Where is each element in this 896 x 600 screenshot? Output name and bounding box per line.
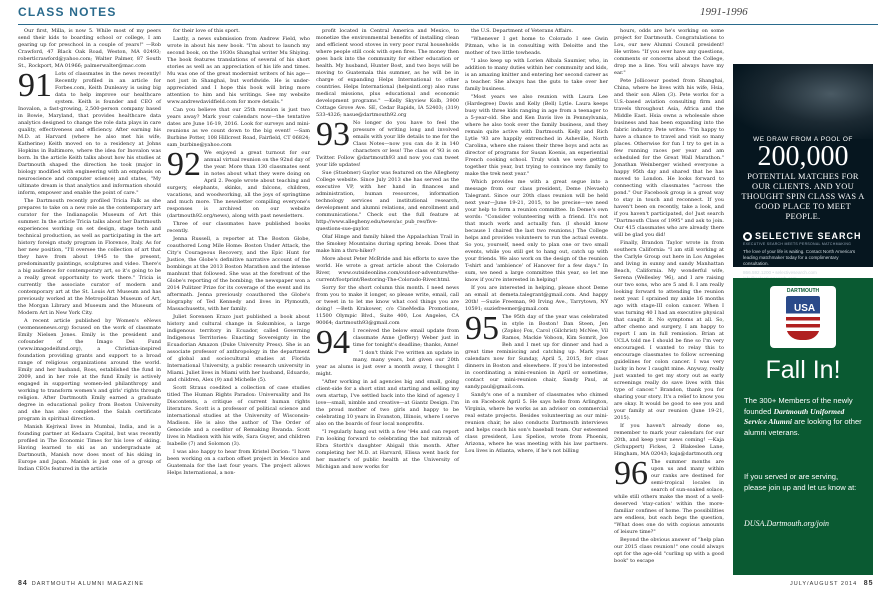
column-3 bbox=[316, 28, 459, 472]
note-paragraph: Finally, Brandon Taylor wrote in from southern California: "I am still working at the Carlyle Group out here in Los Angeles and living in sunny and sandy Manhattan Beach, California. My wonderful wife, Serena (Wellesley '96), and I are raising our two sons, who are 5 and 8. I am really looking forward to attending the reunion next year. I sprained my ankle 16 months ago with stage-III colon cancer. When I was turning 40 I had an executive physical that caught it. No symptoms at all. So, after chemo and surgery, I am happy to report I am in full remission. Brian at UCLA told me I should be fine so I'm very encouraged. I wanted to relay this to encourage classmates to follow screening guidelines for colon cancer. I was very lucky in how I caught mine. Anyway, really just wanted to get my story out as early screenings really do save lives with this type of cancer." Brandon, thank you for sharing your story. It's a relief to know you are okay. It would be good to see you and your family at our reunion (June 19-21, 2015). bbox=[614, 240, 724, 421]
section-title: CLASS NOTES bbox=[18, 5, 117, 19]
note-paragraph: Olaf Hinge and family hiked the Appalachian Trail in the Smokey Mountains during spring break. Does that make him a thru-hiker? bbox=[316, 234, 459, 254]
magazine-name: DARTMOUTH ALUMNI MAGAZINE bbox=[31, 581, 145, 587]
year-marker-94: 94 bbox=[316, 324, 350, 361]
note-paragraph: A recent article published by Women's eNews (womensenews.org) focused on the work of classmate Emily Nielsen Jones. Emily is the president and cofounder of the Imago Dei Fund (www.imagodeifund.org), a Christian-inspired foundation providing grants and support to a broad range of religious organizations around the world. Emily and her husband, Ross, established the fund in 2009, and in her role at the fund Emily is actively engaged in supporting women-led philanthropy and working to transform women's and girls' rights through religion. After Dartmouth Emily earned a graduate degree in educational policy from Boston University and she has also completed the Salah certificate program in spiritual direction. bbox=[18, 318, 161, 422]
year-marker-93: 93 bbox=[316, 116, 350, 153]
crest-mark: USA bbox=[794, 303, 816, 314]
ad-lead-line: WE DRAW FROM A POOL OF bbox=[753, 136, 853, 143]
ad-body-org: Dartmouth Uniformed Service Alumni bbox=[744, 406, 845, 427]
issue-date: JULY/AUGUST 2014 bbox=[790, 581, 858, 587]
brand-tagline: EXECUTIVE SEARCH MEETS PERSONAL MATCHMAKING bbox=[743, 242, 852, 246]
note-paragraph: for their love of this sport. bbox=[173, 28, 240, 34]
ad-body bbox=[744, 396, 862, 438]
year-marker-92: 92 bbox=[167, 146, 201, 183]
brand-name: SELECTIVE SEARCH bbox=[755, 231, 862, 241]
portrait-image bbox=[733, 64, 873, 139]
ad-headline: Fall In! bbox=[765, 356, 841, 384]
note-paragraph: The 95th day of the year was celebrated in style in Boston! Dan Steen, Jen (Zopko) Fox, Carol (Gilchrist) McNee, Vil Ramos, Mackie Voboon, Kim Somrit, Joe Beh and I met up for dinner and had a great time reminiscing and catching up. Mark your calendars now for Sunday, April 5, 2015, for class dinners in Boston and elsewhere. If you'd be interested in coordinating a mini-reunion in April or sometime, contact our mini-reunion chair, Sandy Paul, at sandy.paul@gmail.com. bbox=[465, 314, 608, 390]
column-5 bbox=[614, 28, 724, 566]
note-paragraph: We enjoyed a great turnout for our annual virtual reunion on the 92nd day of the year. More than 130 classmates sent in notes about what they were doing on April 2. People wrote about teaching and surgery, elephants, skinks, and falcons, children, vacations, and woodworking, all the joys of springtime and much more. The newsletter compiling everyone's responses is archived on our website (dartmouth92.org/news), along with past newsletters. bbox=[167, 150, 310, 219]
note-paragraph: profit located in Central America and Mexico, to monetize the environmental benefits of installing clean and efficient wood stoves in very poor rural households where people still cook with open fires. The money then goes back into the community for either education or health. My husband, Hunter Bost, and two boys will be moving to Guatemala this summer, as he will be in charge of expanding Helps International to other countries. Helps International (helpsintl.org) also runs medical missions, plus educational and economic development programs." —Kelly Skyview Kolb, 3900 Cottage Grove Ave. SE, Cedar Rapids, IA 52403; (319) 533-4326; nasue@dartmouth92.org bbox=[316, 28, 459, 118]
dusa-crest bbox=[770, 286, 836, 348]
ad-body-pre: The 300+ Members of the newly founded bbox=[744, 396, 853, 416]
note-paragraph: "I also keep up with Lorien Albala Saumier, who, in addition to many duties within her community and kids, is an amazing knitter and entering her second career as a teacher. She always has the guts to take over her family business. bbox=[465, 58, 608, 92]
note-paragraph: The Dartmouth recently profiled Tricia Falk as she prepares to take on a new role as the contemporary art curator for the Indianapolis Museum of Art this summer. In the article Tricia talks about her Dartmouth experiences working on set design, stage tech and technical production, as well as participating in the art history foreign study program in Florence, Italy. As for her new position, "I'll oversee the collection of art that they have from about 1945 to the present, predominantly paintings, sculptures and video. There's a big audience for contemporary art, so it's going to be a really great opportunity to work there." Tricia is currently the associate curator of modern and contemporary art at the St. Louis Art Museum and has previously worked at the Metropolitan Museum of Art, the Morgan Library and Museum and the Museum of Modern Art in New York City. bbox=[18, 198, 161, 316]
note-paragraph: Pete Jollicoeur posted from Shanghai, China, where he lives with his wife, Hsia, and their son Allen (3). Pete works for a U.S.-based aviation consulting firm and travels throughout Asia, Africa and the Middle East. Hsia owns a wholesale shoe business and has been expanding into the fabric industry. Pete writes: "I'm happy to have a chance to travel and visit so many places. Otherwise for fun I try to get in a few running races per year and am scheduled for the Great Wall Marathon." Jonathan Weinberger wished everyone a happy 95th day and shared that he has moved to London. He looks forward to connecting with classmates "across the pond." Our Facebook group is a great way to stay in touch and reconnect. If you haven't been on recently, take a look, and if you haven't participated, do! Just search "Dartmouth Class of 1995" and ask to join. Our 415 classmates who are already there will be glad you did! bbox=[614, 78, 724, 238]
year-marker-96: 96 bbox=[614, 455, 648, 492]
note-paragraph: No longer do you have to feel the pressure of writing long and involved emails with your life details to me for the Class Notes—now you can do it in 140 characters or less! The class of '93 is on Twitter. Follow @dartmouth93 and now you can tweet your life updates! bbox=[316, 120, 459, 168]
year-marker-95: 95 bbox=[465, 310, 499, 347]
note-paragraph: "Most years we also reunion with Laura Lee (Hardegree) Davis and Kelly (Bell) Lytle. Laura keeps busy with three kids ranging in age from a teenager to a 5-year-old. She and Ken Davis live in Pennsylvania, where he also took over the family business, and they remain quite active with Dartmouth. Kelly and Rich Lytle '93 are happily entrenched in Asheville, North Carolina, where she raises their three boys and acts as director of programs for Susan Koenis, an experiential French cooking school. Truly wish we were getting together this year, but trying to convince my family to make the trek next year." bbox=[465, 94, 608, 177]
note-paragraph: Sandy's one of a number of classmates who chimed in on Facebook April 5. He says hello from Arlington, Virginia, where he works as an advisor on commercial real estate projects. Besides volunteering as our mini-reunion chair, he also conducts Dartmouth interviews and helps coach his son's baseball team. Our esteemed class president, Lou Spelios, wrote from Phoenix, Arizona, where he was meeting with his law partners. Lou lives in Atlanta, where, if he's not billing bbox=[465, 392, 608, 454]
ad-contact[interactable]: 866.592.1200 • selectivesearch.com bbox=[743, 270, 817, 275]
column-2 bbox=[167, 28, 310, 478]
note-paragraph: Beyond the obvious answer of "help plan our 2015 class reunion!" one could always opt for the age-old "curling up with a good book" to escape bbox=[614, 537, 724, 564]
note-paragraph: Juliet Sorensen Erazo just published a book about history and cultural change in Sukumbios, a large indigenous territory in Ecuador, called Governing Indigenous Territories: Enacting Sovereignty in the Ecuadorian Amazon (Duke University Press). She is an associate professor of anthropology in the department of global and sociocultural studies at Florida International University, a public research university in Miami. Juliet lives in Miami with her husband, Eduardo, and children, Alex (9) and Michelle (5). bbox=[167, 314, 310, 383]
class-years: 1991-1996 bbox=[700, 6, 748, 18]
year-marker-91: 91 bbox=[18, 67, 52, 104]
ad-url-link[interactable]: DUSA.Dartmouth.org/join bbox=[744, 519, 830, 528]
note-paragraph: "Whenever I get home to Colorado I see Gwin Pitman, who is in consulting with Deloitte and the mother of two little towheads. bbox=[465, 36, 608, 56]
note-paragraph: I was also happy to hear from Kristel Dorion: "I have been working on a carbon offset project in Mexico and Guatemala for the last four years. The project allows Helps International, a non- bbox=[167, 449, 310, 476]
note-paragraph: "I regularly hang out with a few '94s and can report I'm looking forward to celebrating the bat mitzvah of Ebra Storth's daughter Abigail this month. After completing her M.D. at Harvard, Elissa went back for her master's of public health at the University of Michigan and now works for bbox=[316, 429, 459, 470]
page-number-right: 85 bbox=[863, 580, 874, 587]
note-paragraph: "I don't think I've written an update in many, many years, but given our 20th year as alums is just over a month away, I thought I might. bbox=[316, 350, 459, 377]
column-1 bbox=[18, 28, 161, 474]
header-rule bbox=[18, 24, 878, 25]
note-paragraph: Lots of classmates in the news recently! Recently profiled in an article for Forbes.com, Keith Dunleavy is using big data to help improve our healthcare system. Keith is founder and CEO of Inovalon, a fast-growing, 2,500-person company based in Bowie, Maryland, that provides healthcare data analytics designed to change the role data plays in care quality, effectiveness and efficiency. After earning his M.D. at Harvard (where he also met his wife, Katherine) Keith moved on to a residency at Johns Hopkins in Baltimore, where the idea for Inovalon was born. In the article Keith talks about how his studies at Dartmouth shaped the direction he took (major in biology modified with engineering with an emphasis on neuroscience and computer science) and states, "My ultimate dream is that analytics and information should inform, empower and enable the point of care." bbox=[18, 71, 161, 196]
ad-big-number: 200,000 bbox=[757, 141, 849, 172]
crest-label: DARTMOUTH bbox=[786, 288, 820, 294]
note-paragraph: "After working in ad agencies big and small, going client-side for a short stint and starting and selling my own startup, I've settled back into the kind of agency I love—small, nimble and creative—at Giantz Design. I'm the proud mother of two girls and happy to be celebrating 10 years in Evanston, Illinois, where I serve also on the boards of four local nonprofits. bbox=[316, 379, 459, 427]
note-paragraph: Which provides me with a great segue into a message from our class president, Deme (Nevaeh) Talegrant. Since our 20th class reunion will be held next year—June 19-21, 2015, to be precise—we need your help to form a reunion committee. In Deme's own words: "Consider volunteering with a friend. It's not that much work and actually fun. (I should know because I chaired the last two reunions.) The College helps and provides volunteers to run the actual events. So you, yourself, need only to plan one or two small events, while you still get to hang out, catch up with your friends. We also work on the design of the reunion T-shirt and ‘ambience’ of Hanover for a few days." In sum, we need a large committee this year, so let me know if you're interested in helping! bbox=[465, 179, 608, 283]
note-paragraph: I received the below email update from classmate Anne (Jeffery) Weber just in time for tonight's deadline; thanks, Anne! bbox=[353, 328, 459, 348]
note-paragraph: Our first, Milla, is now 5. While most of my peers send their kids to boarding school or college, I am gearing up for preschool in a couple of years!" —Rob Crawford, 47 Black Oak Road, Weston, MA 02493; robertlcrawford@yahoo.com; Walter Palmer, 87 South St., Rockport, MA 01966; palmerwalter@mac.com bbox=[18, 28, 161, 69]
column-4 bbox=[465, 28, 608, 456]
ad-desc-text: The love of your life is waiting. Contact North America's leading matchmaker today for a complimentary consultation. bbox=[743, 249, 856, 266]
logo-circle-icon bbox=[743, 232, 752, 241]
note-paragraph: hours, odds are he's working on some project for Dartmouth. Congratulations to Lou, our new Alumni Council president! He writes: "If you ever have any questions, comments or concerns about the College, drop me a line. You will always have my ear." bbox=[614, 28, 724, 76]
note-paragraph: Scott Straus coedited a collection of case studies titled The Human Rights Paradox: Universality and Its Discontents, a critique of current human rights literature. Scott is a professor of political science and international studies at the University of Wisconsin-Madison. He is also the author of The Order of Genocide and a coeditor of Remaking Rwanda. Scott lives in Madison with his wife, Sara Guyer, and children Isabelle (7) and Solomon (3). bbox=[167, 385, 310, 447]
ad-body-2: If you served or are serving, please join up and let us know at: bbox=[744, 472, 857, 492]
note-paragraph: The summer months are upon us and many within our ranks are destined for semi-tropical locales in search of sun-soaked solace, while still others make the most of a well-deserved 'stay-cation' within the more-familiar confines of home. The possibilities are endless, but each begs the question, "What does one do with copious amounts of leisure time?" bbox=[614, 459, 724, 535]
selective-search-logo bbox=[743, 231, 863, 241]
selective-search-ad[interactable] bbox=[733, 64, 873, 275]
note-paragraph: Jenna Russell, a reporter at The Boston Globe, coauthored Long Mile Home: Boston Under Attack, the City's Courageous Recovery, and the Epic Hunt for Justice, the Globe's definitive narrative account of the bombings at the 2013 Boston Marathon and the intense manhunt that followed. She was at the forefront of the Globe's reporting of the bombing; the newspaper won a 2014 Pulitzer Prize for its coverage of the event and its aftermath. Jenna previously coauthored the Globe's biography of Ted Kennedy and lives in Plymouth, Massachusetts, with her family. bbox=[167, 236, 310, 312]
ad-headline: POTENTIAL MATCHES FOR OUR CLIENTS. AND YOU THOUGHT SPIN CLASS WAS A GOOD PLACE TO MEET PEOPLE. bbox=[741, 172, 865, 221]
footer-left bbox=[18, 580, 144, 587]
note-paragraph: Sue (Stuebner) Gaylor was featured on the Allegheny College website. Since July 2013 she has served as the executive VP, with her hand in finances and administration, human resources, information technology services and institutional research, development and alumni relations, and enrollment and communications." Check out the full feature at http://www.allegheny.edu/news/ac_pub_res/five-questions-sue-gaylor. bbox=[316, 170, 459, 232]
note-paragraph: If you are interested in helping, please shoot Deme an email at demeta.talegrant@gmail.com. And happy 20th! —Suzie Freeman, 90 Irving Ave., Tarrytown, NY 10591; suziefreemer@gmail.com bbox=[465, 285, 608, 312]
note-paragraph: the U.S. Department of Veterans Affairs. bbox=[471, 28, 574, 34]
dusa-ad[interactable] bbox=[733, 278, 873, 575]
note-paragraph: Lastly, a news submission from Andrew Field, who wrote in about his new book. "I'm about to launch my second book, on the 1930s Shanghai writer Mu Shiying. The book features translations of several of his short stories as well as an appreciation of his life and times. Mu was one of the great modernist writers of his age—not just in Shanghai, but worldwide. He is under-appreciated and I hope this book will bring more attention to him and his writings. See my website www.andrewdavidfield.com for more details." bbox=[167, 36, 310, 105]
footer-right bbox=[790, 580, 877, 587]
note-paragraph: Can you believe that our 25th reunion is just two years away? Mark your calendars now—the tentative dates are June 16-19, 2016. Look for surveys and mini-reunions as we count down to the big event! —Sam Burbine Potter, 108 Hillcrest Road, Fairfield, CT 06824; sam_burbine@yahoo.com bbox=[167, 107, 310, 148]
note-paragraph: Three of our classmates have published books recently. bbox=[167, 221, 310, 234]
ad-body-post: are looking for other alumni veterans. bbox=[744, 417, 862, 437]
note-paragraph: Sorry for the short column this month. I need news from you to make it longer, so please write, email, call or tweet in to let me know what cool things you are doing! —Beth Krakower, c/o CineMedia Promotions, 11500 Olympic Blvd., Suite 400, Los Angeles, CA 90064; dartmouth93@gmail.com bbox=[316, 285, 459, 326]
note-paragraph: Manish Kejriwal lives in Mumbai, India, and is a founding partner at Kedaara Capital, but was recently profiled in The Economic Times for his love of skiing. Having learned to ski as an undergraduate at Dartmouth, Manish now does most of his skiing in Europe and Japan. Manish is just one of a group of Indian CEOs featured in the article bbox=[18, 424, 161, 472]
page-number-left: 84 bbox=[18, 580, 28, 587]
note-paragraph: If you haven't already done so, remember to mark your calendars for our 20th, and keep your news coming! —Kaja (Schuppert) Fickes, 2 Blakeslee Lane, Hingham, MA 02043; kaja@dartmouth.org bbox=[614, 423, 724, 457]
note-paragraph: More about Peter McBride and his efforts to save the world. He wrote a great article about the Colorado River, www.outsideonline.com/outdoor-adventure/the-current/footprint/Restoring-The-Colorado-River.html. bbox=[316, 256, 459, 283]
